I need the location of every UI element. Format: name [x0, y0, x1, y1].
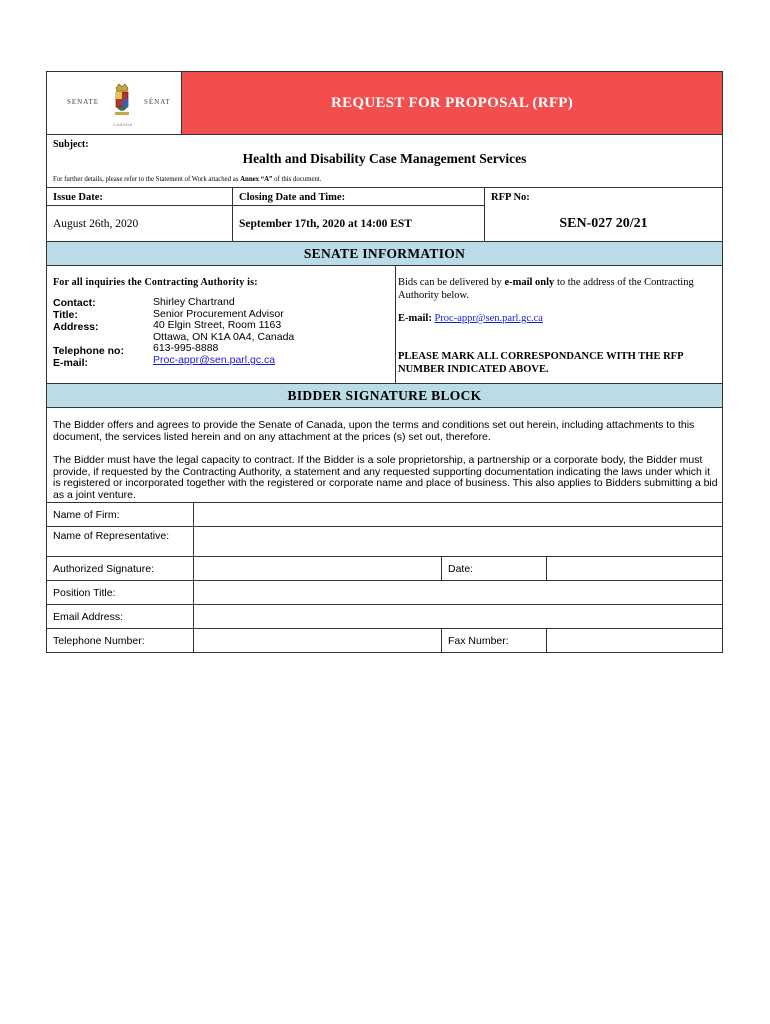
divider	[47, 205, 232, 206]
date-field[interactable]	[547, 557, 722, 580]
email-key: E-mail:	[53, 357, 89, 369]
bidder-signature-heading: BIDDER SIGNATURE BLOCK	[46, 384, 723, 408]
bidder-paragraph-1: The Bidder offers and agrees to provide the Senate of Canada, upon the terms and conditions set out herein, including attachments to this document, the services listed herein and on any attachment at the prices (s) set out, therefore.	[53, 419, 695, 443]
blank-key	[53, 333, 124, 345]
bid-delivery-prefix: Bids can be delivered by	[398, 277, 505, 288]
logo-text-senat: SÉNAT	[144, 98, 171, 106]
subject-note-suffix: of this document.	[272, 176, 322, 183]
subject-note	[53, 176, 322, 183]
logo-text-canada: CANADA	[113, 122, 133, 127]
header-row	[46, 71, 723, 135]
signature-label: Authorized Signature:	[47, 557, 194, 580]
contact-key: Contact:	[53, 297, 96, 309]
contact-keys	[53, 297, 124, 369]
telephone-number-field[interactable]	[194, 629, 442, 652]
signature-field[interactable]	[194, 557, 442, 580]
bid-delivery-text	[398, 276, 718, 302]
rfp-document	[46, 71, 723, 653]
title-key: Title:	[53, 309, 78, 321]
subject-label: Subject:	[53, 139, 89, 150]
closing-date-value: September 17th, 2020 at 14:00 EST	[239, 218, 412, 230]
position-label: Position Title:	[47, 581, 194, 604]
phone-fax-row	[46, 629, 723, 653]
rfp-number-cell	[485, 188, 722, 241]
firm-name-row	[46, 503, 723, 527]
address-key: Address:	[53, 321, 99, 333]
mark-correspondence-notice: PLEASE MARK ALL CORRESPONDANCE WITH THE RFP NUMBER INDICATED ABOVE.	[398, 351, 683, 375]
fax-number-label: Fax Number:	[442, 629, 547, 652]
signature-row	[46, 557, 723, 581]
dates-row	[46, 188, 723, 242]
senate-logo	[47, 72, 182, 134]
contact-name: Shirley Chartrand	[153, 296, 235, 308]
telephone-number-label: Telephone Number:	[47, 629, 194, 652]
email-row	[46, 605, 723, 629]
bid-delivery-suffix: to the address of the Contracting Authority below.	[398, 277, 694, 301]
delivery-email-label: E-mail:	[398, 313, 435, 324]
address-line-1: 40 Elgin Street, Room 1163	[153, 319, 282, 332]
position-row	[46, 581, 723, 605]
date-label: Date:	[442, 557, 547, 580]
telephone-value: 613-995-8888	[153, 342, 219, 355]
rfp-number-label: RFP No:	[491, 192, 530, 203]
contracting-authority	[47, 266, 396, 384]
crest-icon	[113, 82, 131, 120]
subject-note-annex: Annex “A”	[240, 176, 273, 183]
address-line-2: Ottawa, ON K1A 0A4, Canada	[153, 330, 295, 343]
telephone-key: Telephone no:	[53, 345, 124, 357]
bidder-terms	[46, 408, 723, 503]
issue-date-value: August 26th, 2020	[53, 218, 139, 230]
issue-date-cell	[47, 188, 233, 241]
email-address-label: Email Address:	[47, 605, 194, 628]
senate-information-heading: SENATE INFORMATION	[46, 242, 723, 266]
email-address-field[interactable]	[194, 605, 722, 628]
representative-label: Name of Representative:	[47, 527, 194, 556]
bidder-paragraph-2: The Bidder must have the legal capacity to contract. If the Bidder is a sole proprietorship, a partnership or a corporate body, the Bidder must provide, if requested by the Contracting Authority, a statement and any requested supporting documentation indicating the laws under which it is registered or incorporated together with the registered or corporate name and place of business. This also applies to Bidders submitting a bid as a joint venture.	[53, 454, 718, 501]
contact-values	[153, 297, 294, 367]
document-title: REQUEST FOR PROPOSAL (RFP)	[182, 72, 722, 134]
representative-row	[46, 527, 723, 557]
bid-delivery-bold: e-mail only	[504, 277, 555, 288]
firm-name-field[interactable]	[194, 503, 722, 526]
closing-date-label: Closing Date and Time:	[239, 192, 346, 203]
firm-name-label: Name of Firm:	[47, 503, 194, 526]
delivery-email-link[interactable]: Proc-appr@sen.parl.gc.ca	[434, 313, 543, 324]
subject-text: Health and Disability Case Management Services	[242, 151, 527, 166]
bid-delivery-info	[396, 266, 722, 384]
position-field[interactable]	[194, 581, 722, 604]
subject-row	[46, 135, 723, 188]
logo-text-senate: SENATE	[67, 98, 100, 106]
representative-field[interactable]	[194, 527, 722, 556]
delivery-email	[398, 313, 543, 324]
contact-title: Senior Procurement Advisor	[153, 307, 284, 320]
subject-note-prefix: For further details, please refer to the Statement of Work attached as	[53, 176, 241, 183]
closing-date-cell	[233, 188, 485, 241]
senate-information-section	[46, 266, 723, 384]
fax-number-field[interactable]	[547, 629, 722, 652]
inquiries-label: For all inquiries the Contracting Authority is:	[53, 277, 258, 288]
email-link[interactable]: Proc-appr@sen.parl.gc.ca	[153, 353, 276, 366]
divider	[233, 205, 484, 206]
issue-date-label: Issue Date:	[53, 192, 103, 203]
rfp-number-value: SEN-027 20/21	[559, 216, 648, 231]
